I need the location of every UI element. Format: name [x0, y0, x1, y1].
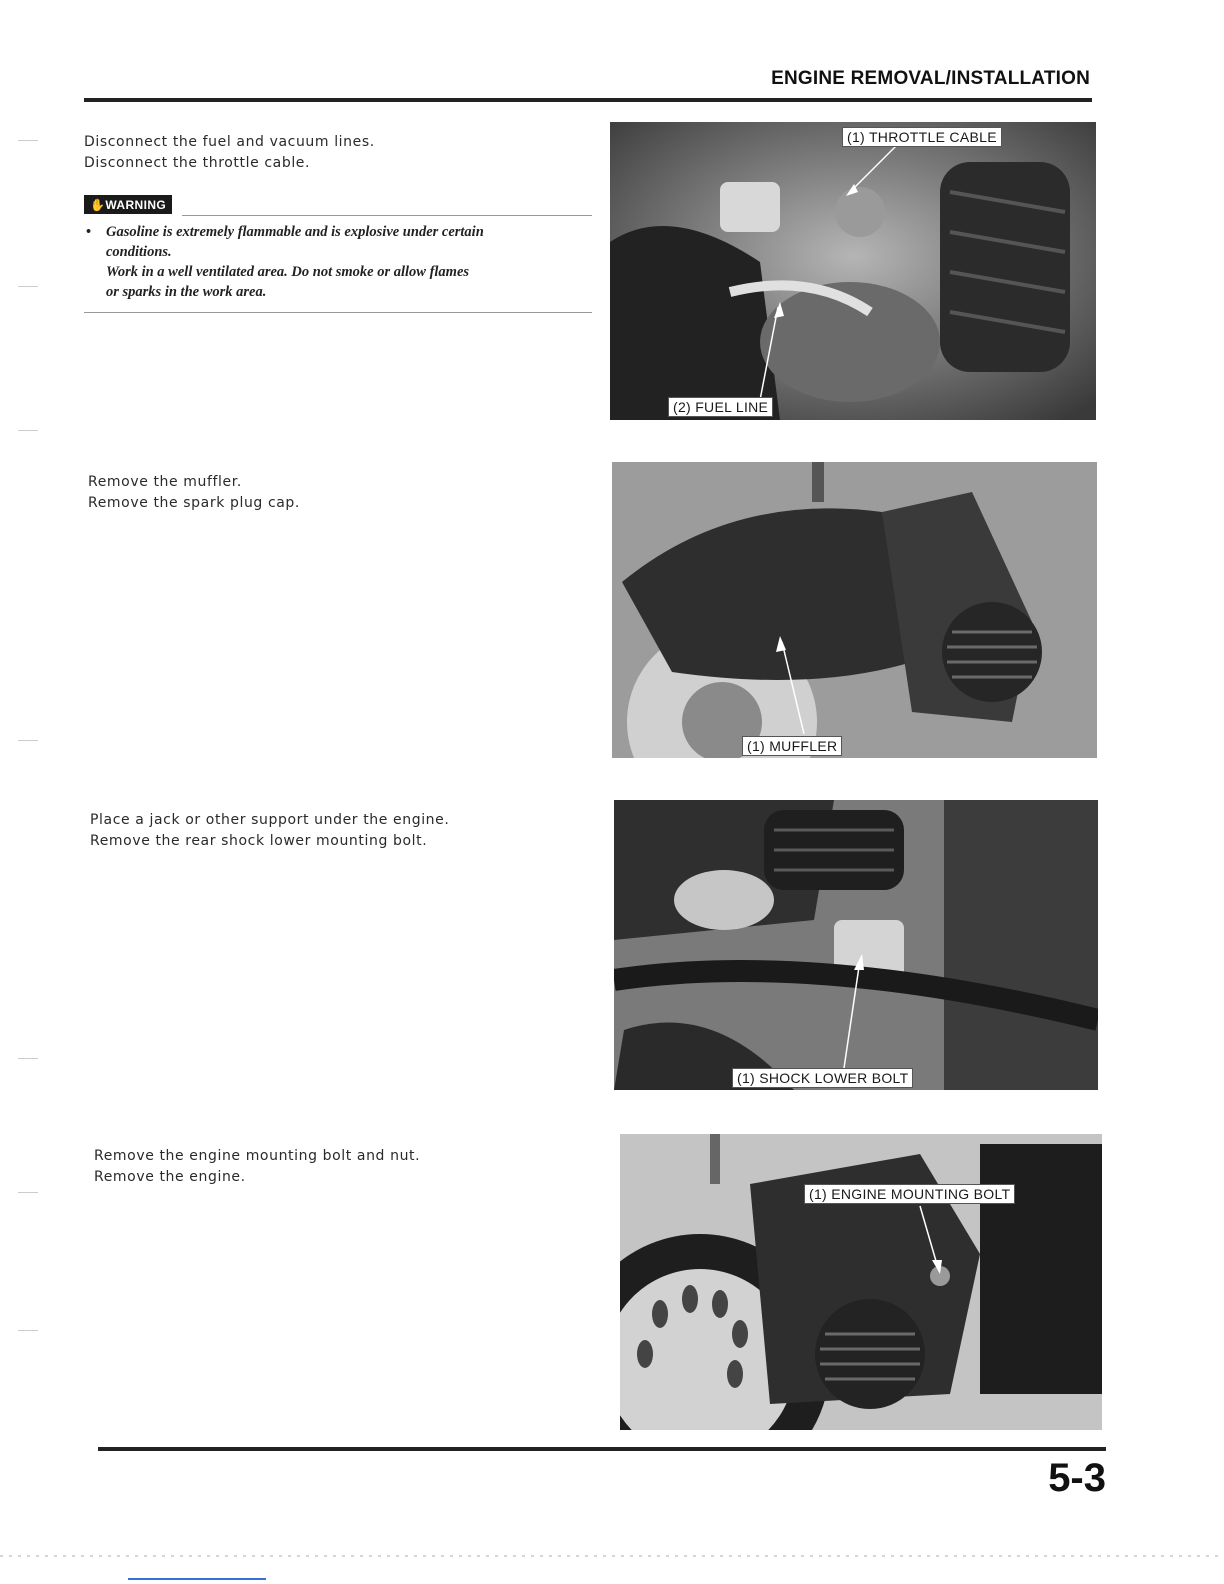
- step-2-line-1: Remove the muffler.: [88, 474, 242, 490]
- step-2-line-2: Remove the spark plug cap.: [88, 495, 300, 511]
- callout-muffler: (1) MUFFLER: [742, 736, 842, 756]
- warning-box: [84, 194, 592, 302]
- warning-line-2: conditions.: [106, 244, 172, 260]
- scan-mark: [18, 140, 38, 141]
- callout-fuel-line: (2) FUEL LINE: [668, 397, 773, 417]
- photo-muffler-image: [612, 462, 1097, 758]
- warning-text: [84, 222, 592, 302]
- photo-engine-mounting-bolt: [620, 1134, 1102, 1430]
- photo-throttle-fuel: [610, 122, 1096, 420]
- step-3-line-1: Place a jack or other support under the engine.: [90, 812, 450, 828]
- warning-line-3: Work in a well ventilated area. Do not smoke or allow flames: [106, 264, 470, 280]
- step-1-line-2: Disconnect the throttle cable.: [84, 155, 311, 171]
- footer-rule: [98, 1447, 1106, 1451]
- warning-line-1: Gasoline is extremely flammable and is explosive under certain: [106, 224, 484, 240]
- step-2-instructions: [88, 472, 300, 514]
- warning-hand-icon: ✋: [90, 198, 106, 212]
- photo-shock-bolt-image: [614, 800, 1098, 1090]
- scan-noise-line: [0, 1555, 1224, 1557]
- scan-mark: [18, 1058, 38, 1059]
- page-number: 5-3: [1048, 1456, 1106, 1500]
- step-3-instructions: [90, 810, 449, 852]
- warning-label: WARNING: [105, 198, 167, 212]
- photo-shock-bolt: [614, 800, 1098, 1090]
- step-4-instructions: [94, 1146, 420, 1188]
- scan-mark: [18, 740, 38, 741]
- step-1-line-1: Disconnect the fuel and vacuum lines.: [84, 134, 375, 150]
- scan-mark: [18, 1192, 38, 1193]
- scan-mark: [18, 430, 38, 431]
- step-1-instructions: [84, 132, 375, 174]
- step-3-line-2: Remove the rear shock lower mounting bolt.: [90, 833, 428, 849]
- warning-bullet: •: [86, 224, 92, 240]
- callout-shock-lower-bolt: (1) SHOCK LOWER BOLT: [732, 1068, 913, 1088]
- scan-mark: [18, 1330, 38, 1331]
- step-4-line-2: Remove the engine.: [94, 1169, 246, 1185]
- photo-engine-mounting-bolt-image: [620, 1134, 1102, 1430]
- scan-mark: [18, 286, 38, 287]
- callout-engine-mounting-bolt: (1) ENGINE MOUNTING BOLT: [804, 1184, 1015, 1204]
- section-title: ENGINE REMOVAL/INSTALLATION: [771, 68, 1090, 89]
- warning-badge: [84, 195, 172, 214]
- warning-top-rule: [182, 215, 592, 216]
- blue-underline: [128, 1578, 266, 1580]
- photo-throttle-fuel-image: [610, 122, 1096, 420]
- photo-muffler: [612, 462, 1097, 758]
- step-4-line-1: Remove the engine mounting bolt and nut.: [94, 1148, 421, 1164]
- warning-bottom-rule: [84, 312, 592, 313]
- callout-throttle-cable: (1) THROTTLE CABLE: [842, 127, 1002, 147]
- warning-line-4: or sparks in the work area.: [106, 284, 267, 300]
- header-rule: [84, 98, 1092, 102]
